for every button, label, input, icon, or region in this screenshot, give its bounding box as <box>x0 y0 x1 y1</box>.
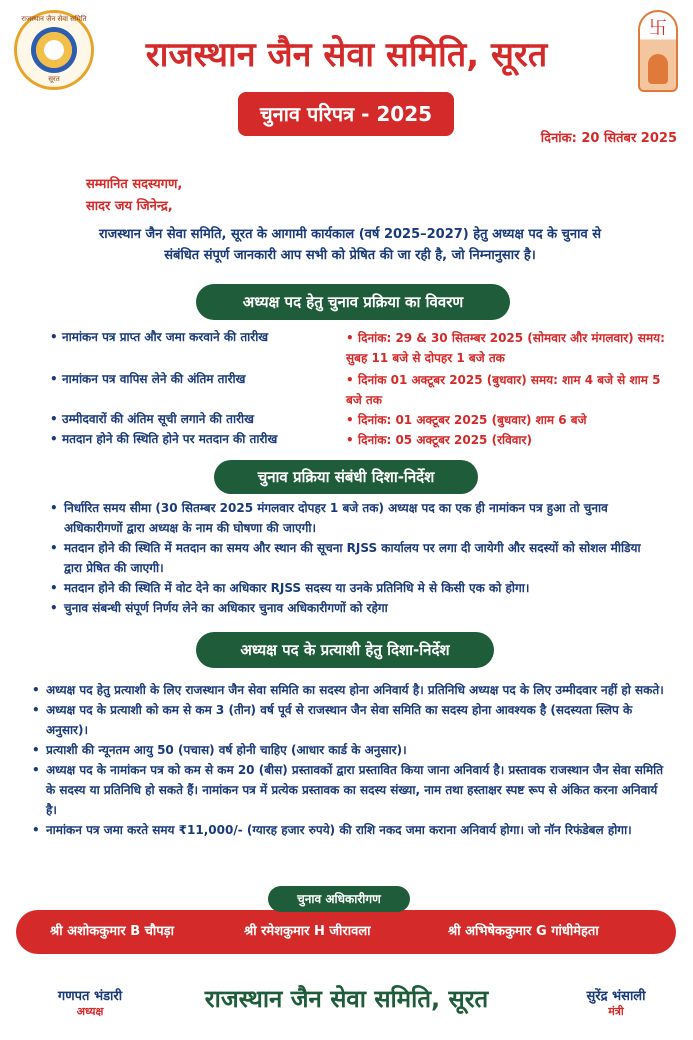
schedule-label: नामांकन पत्र वापिस लेने की अंतिम तारीख <box>62 372 246 386</box>
candidate-list <box>32 680 672 840</box>
guideline-item: • मतदान होने की स्थिति में मतदान का समय और स्थान की सूचना RJSS कार्यालय पर लगा दी जायेगी और सदस्यों को सोशल मीडिया द्वारा प्रेषित की जाएगी। <box>50 538 650 578</box>
officer-name: श्री रमेशकुमार H जीरावला <box>244 924 371 939</box>
schedule-value: दिनांक: 29 & 30 सितम्बर 2025 (सोमवार और मंगलवार) समय: सुबह 11 बजे से दोपहर 1 बजे तक <box>346 331 665 365</box>
schedule-label: मतदान होने की स्थिति होने पर मतदान की तारीख <box>62 432 278 446</box>
circular-date: दिनांक: 20 सितंबर 2025 <box>540 131 677 146</box>
guideline-item: • निर्धारित समय सीमा (30 सितम्बर 2025 मंगलवार दोपहर 1 बजे तक) अध्यक्ष पद का एक ही नामांकन पत्र हुआ तो चुनाव अधिकारीगणों द्वारा अध्यक्ष के नाम की घोषणा की जाएगी। <box>50 498 650 538</box>
guideline-item: • चुनाव संबन्धी संपूर्ण निर्णय लेने का अधिकार चुनाव अधिकारीगणों को रहेगा <box>50 598 650 618</box>
officers-bar <box>16 910 676 954</box>
greeting-line-2: सादर जय जिनेन्द्र, <box>86 199 173 214</box>
president-name: गणपत भंडारी <box>57 989 123 1004</box>
schedule-label: उम्मीदवारों की अंतिम सूची लगाने की तारीख <box>62 412 254 426</box>
ahimsa-hand-icon <box>648 54 668 84</box>
candidate-item: • नामांकन पत्र जमा करते समय ₹11,000/- (ग्यारह हजार रुपये) की राशि नकद जमा कराना अनिवार्य होगा। जो नॉन रिफंडेबल होगा। <box>32 820 672 840</box>
officer-name: श्री अभिषेककुमार G गांधीमेहता <box>448 924 599 939</box>
schedule-label: नामांकन पत्र प्राप्त और जमा करवाने की तारीख <box>62 330 269 344</box>
guidelines-list <box>50 498 650 618</box>
secretary-role: मंत्री <box>608 1005 624 1018</box>
swastika-icon: 卐 <box>649 18 667 39</box>
president-role: अध्यक्ष <box>76 1005 104 1018</box>
greeting <box>86 174 182 218</box>
intro-paragraph: राजस्थान जैन सेवा समिति, सूरत के आगामी कार्यकाल (वर्ष 2025–2027) हेतु अध्यक्ष पद के चुनाव से संबंधित संपूर्ण जानकारी आप सभी को प्रेषित की जा रही है, जो निम्नानुसार है। <box>98 227 602 263</box>
schedule-value: दिनांक 01 अक्टूबर 2025 (बुधवार) समय: शाम 4 बजे से शाम 5 बजे तक <box>346 373 661 407</box>
secretary-name: सुरेंद्र भंसाली <box>586 989 646 1004</box>
circular-title: चुनाव परिपत्र - 2025 <box>238 92 454 136</box>
schedule-value: दिनांक: 05 अक्टूबर 2025 (रविवार) <box>358 433 532 447</box>
greeting-line-1: सम्मानित सदस्यगण, <box>86 177 183 192</box>
officer-name: श्री अशोककुमार B चौपड़ा <box>50 924 174 939</box>
candidate-heading: अध्यक्ष पद के प्रत्याशी हेतु दिशा-निर्देश <box>196 632 494 668</box>
schedule-heading: अध्यक्ष पद हेतु चुनाव प्रक्रिया का विवरण <box>196 284 510 320</box>
officers-label: चुनाव अधिकारीगण <box>268 886 410 912</box>
logo-text-bottom: सूरत <box>48 75 60 83</box>
schedule-value: दिनांक: 01 अक्टूबर 2025 (बुधवार) शाम 6 बजे <box>358 413 587 427</box>
candidate-item: • प्रत्याशी की न्यूनतम आयु 50 (पचास) वर्ष होनी चाहिए (आधार कार्ड के अनुसार)। <box>32 740 672 760</box>
org-title: राजस्थान जैन सेवा समिति, सूरत <box>145 35 548 75</box>
secretary-signature <box>556 986 676 1019</box>
guidelines-heading: चुनाव प्रक्रिया संबंधी दिशा-निर्देश <box>214 460 478 494</box>
footer-org-title: राजस्थान जैन सेवा समिति, सूरत <box>204 985 489 1013</box>
candidate-item: • अध्यक्ष पद के नामांकन पत्र को कम से कम 20 (बीस) प्रस्तावकों द्वारा प्रस्तावित किया जाना अनिवार्य है। प्रस्तावक राजस्थान जैन सेवा समिति के सदस्य या प्रतिनिधि हो सकते हैं। नामांकन पत्र में प्रत्येक प्रस्तावक का सदस्य संख्या, नाम तथा हस्ताक्षर स्पष्ट रूप से अंकित करना अनिवार्य है। <box>32 760 672 820</box>
guideline-item: • मतदान होने की स्थिति में वोट देने का अधिकार RJSS सदस्य या उनके प्रतिनिधि मे से किसी एक को होगा। <box>50 578 650 598</box>
logo-text-top: राजस्थान जैन सेवा समिति <box>21 15 87 23</box>
jain-symbol-logo <box>638 10 678 92</box>
candidate-item: • अध्यक्ष पद के प्रत्याशी को कम से कम 3 (तीन) वर्ष पूर्व से राजस्थान जैन सेवा समिति का सदस्य होना आवश्यक है (सदस्यता स्लिप के अनुसार)। <box>32 700 672 740</box>
candidate-item: • अध्यक्ष पद हेतु प्रत्याशी के लिए राजस्थान जैन सेवा समिति का सदस्य होना अनिवार्य है। प्रतिनिधि अध्यक्ष पद के लिए उम्मीदवार नहीं हो सकते। <box>32 680 672 700</box>
